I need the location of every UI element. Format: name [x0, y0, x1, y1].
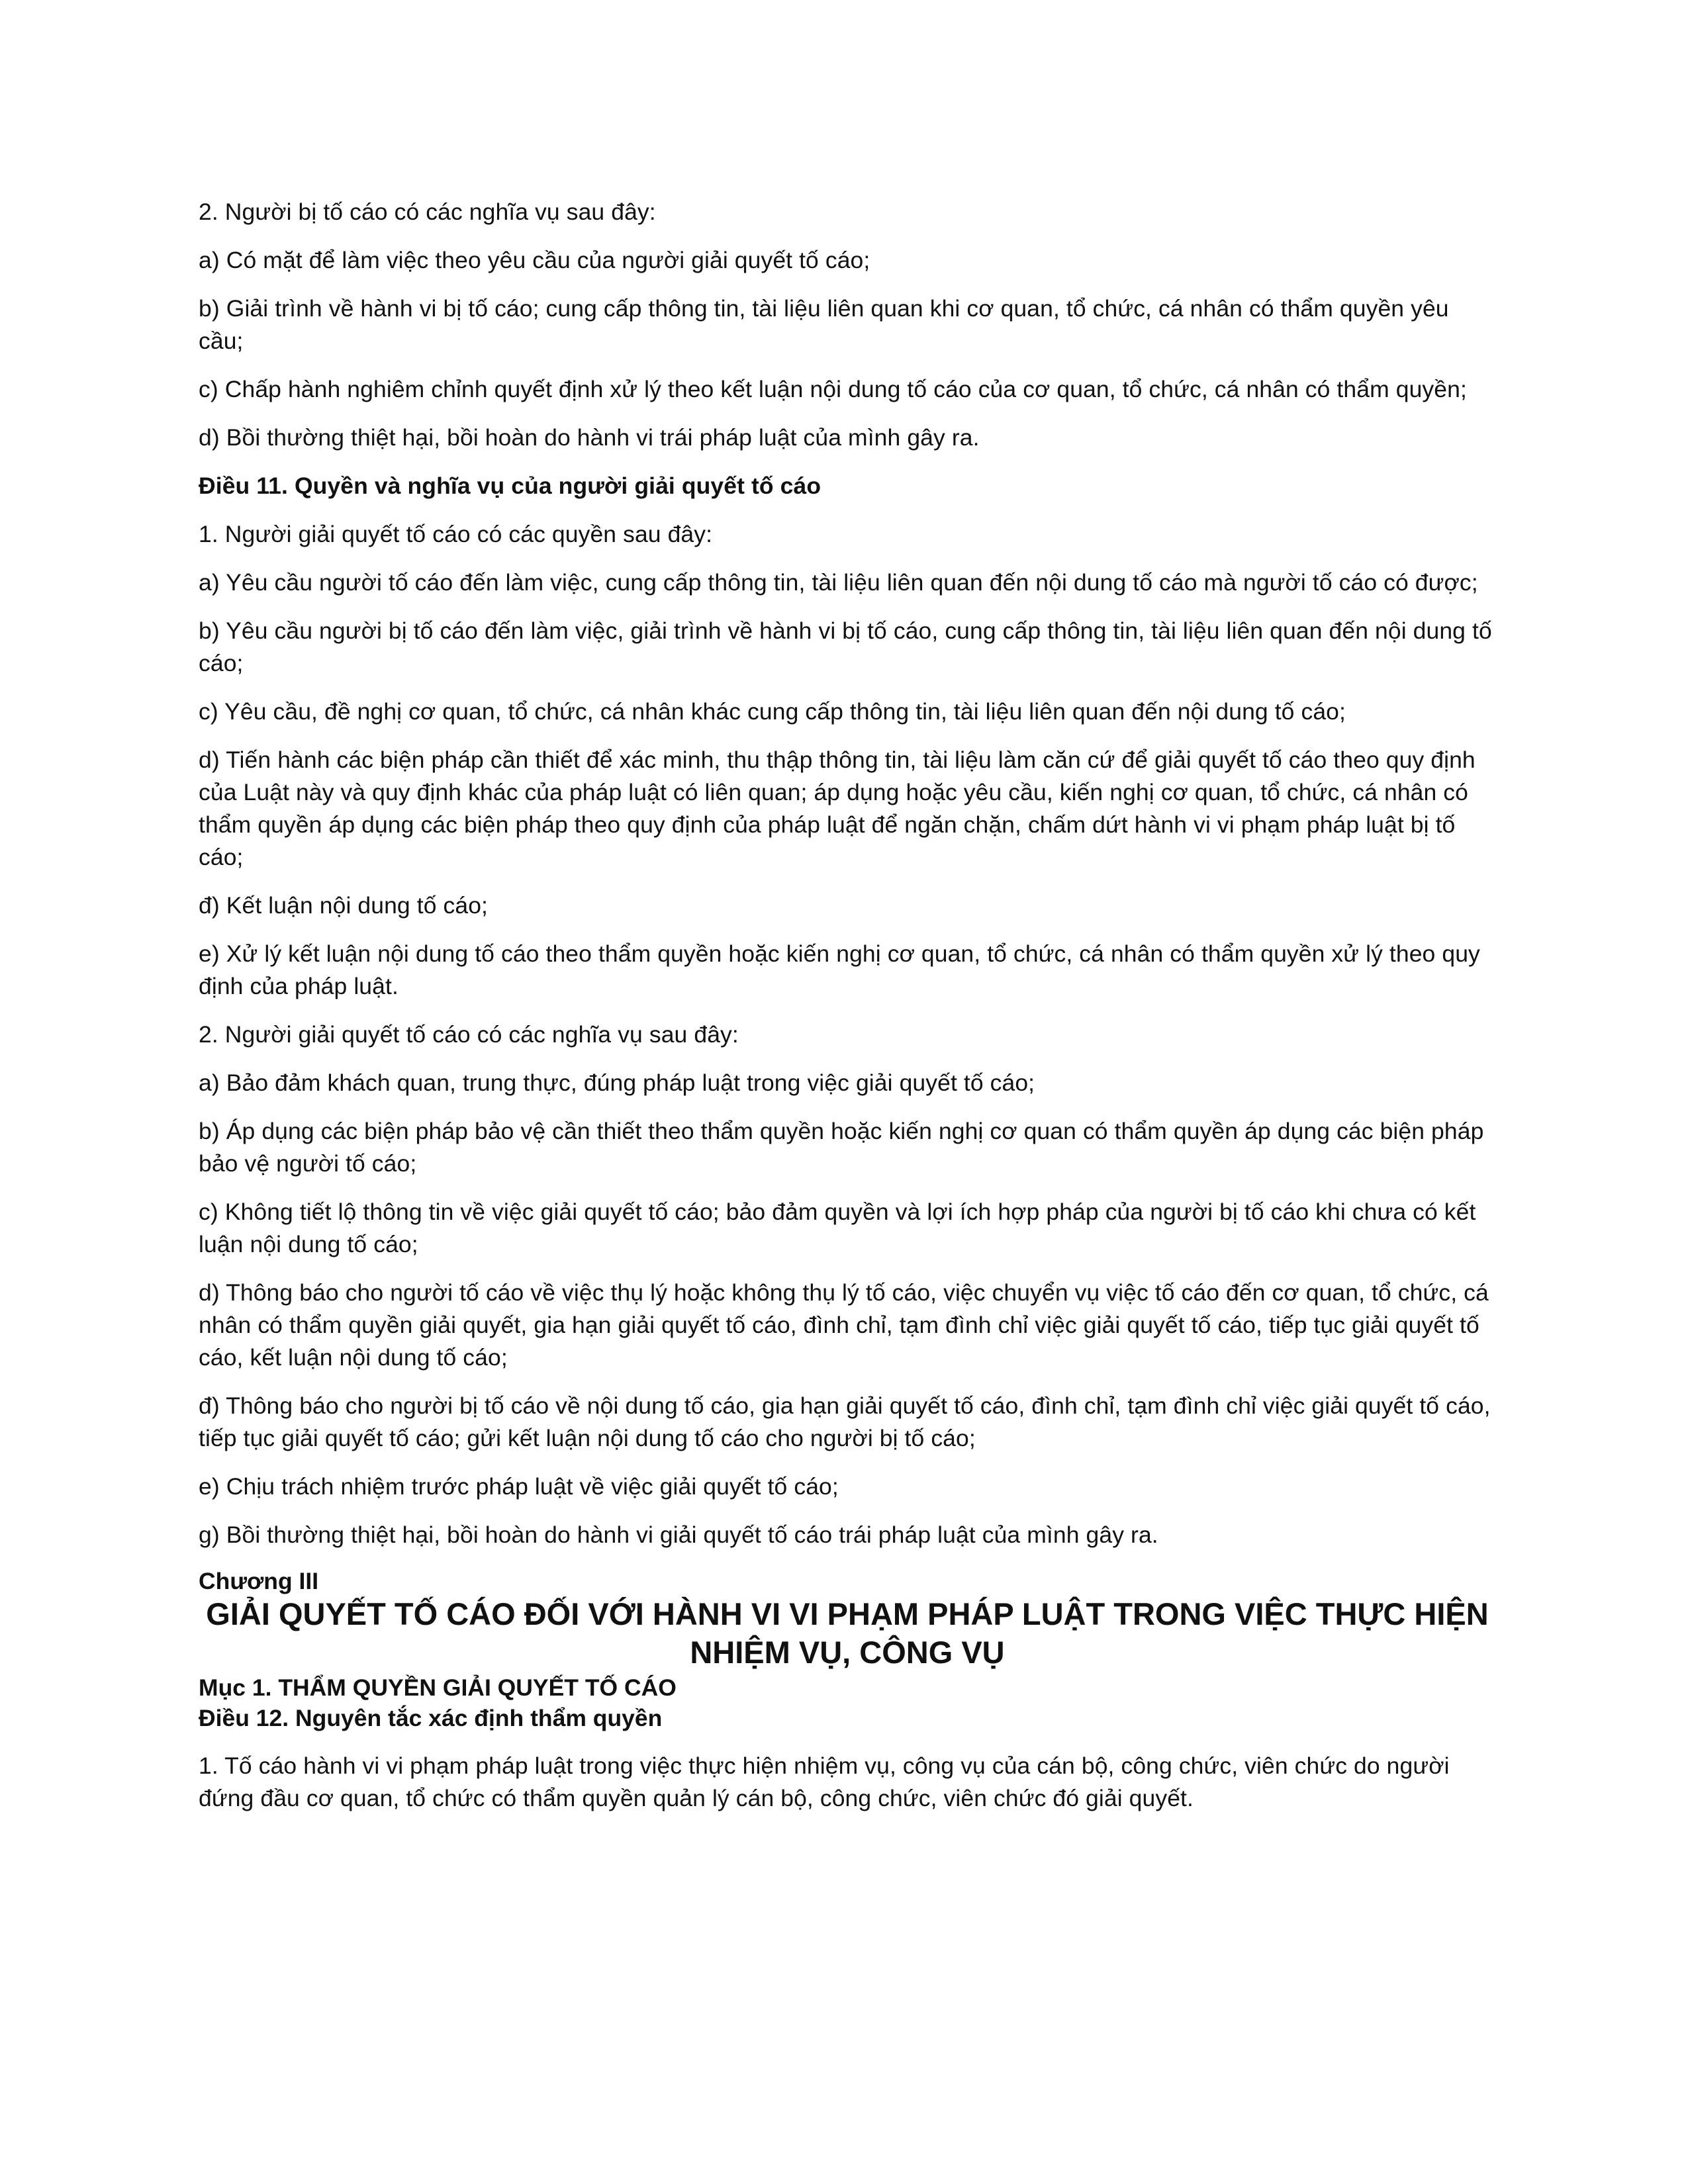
paragraph: b) Giải trình về hành vi bị tố cáo; cung cấp thông tin, tài liệu liên quan khi cơ quan, tổ chức, cá nhân có thẩm quyền yêu cầu;: [199, 295, 1449, 354]
paragraph: 2. Người giải quyết tố cáo có các nghĩa vụ sau đây:: [199, 1021, 739, 1048]
paragraph: c) Không tiết lộ thông tin về việc giải quyết tố cáo; bảo đảm quyền và lợi ích hợp pháp của người bị tố cáo khi chưa có kết luận nội dung tố cáo;: [199, 1199, 1476, 1257]
article-heading: Điều 12. Nguyên tắc xác định thẩm quyền: [199, 1705, 663, 1731]
chapter-label: Chương III: [199, 1568, 319, 1594]
document-page: [199, 196, 1496, 1831]
paragraph: b) Yêu cầu người bị tố cáo đến làm việc, giải trình về hành vi bị tố cáo, cung cấp thông tin, tài liệu liên quan đến nội dung tố cáo;: [199, 617, 1492, 676]
paragraph: đ) Kết luận nội dung tố cáo;: [199, 892, 488, 919]
section-heading: Mục 1. THẨM QUYỀN GIẢI QUYẾT TỐ CÁO: [199, 1674, 677, 1701]
paragraph: 1. Tố cáo hành vi vi phạm pháp luật trong việc thực hiện nhiệm vụ, công vụ của cán bộ, công chức, viên chức do người đứng đầu cơ quan, tổ chức có thẩm quyền quản lý cán bộ, công chức, viên chức đó giải quyết.: [199, 1752, 1450, 1811]
paragraph: g) Bồi thường thiệt hại, bồi hoàn do hành vi giải quyết tố cáo trái pháp luật của mình gây ra.: [199, 1522, 1158, 1548]
paragraph: b) Áp dụng các biện pháp bảo vệ cần thiết theo thẩm quyền hoặc kiến nghị cơ quan có thẩm quyền áp dụng các biện pháp bảo vệ người tố cáo;: [199, 1118, 1484, 1177]
paragraph: d) Thông báo cho người tố cáo về việc thụ lý hoặc không thụ lý tố cáo, việc chuyển vụ việc tố cáo đến cơ quan, tổ chức, cá nhân có thẩm quyền giải quyết, gia hạn giải quyết tố cáo, đình chỉ, tạm đình chỉ việc giải quyết tố cáo, tiếp tục giải quyết tố cáo, kết luận nội dung tố cáo;: [199, 1279, 1489, 1371]
paragraph: e) Xử lý kết luận nội dung tố cáo theo thẩm quyền hoặc kiến nghị cơ quan, tổ chức, cá nhân có thẩm quyền xử lý theo quy định của pháp luật.: [199, 940, 1480, 999]
paragraph: c) Yêu cầu, đề nghị cơ quan, tổ chức, cá nhân khác cung cấp thông tin, tài liệu liên quan đến nội dung tố cáo;: [199, 698, 1346, 725]
paragraph: d) Tiến hành các biện pháp cần thiết để xác minh, thu thập thông tin, tài liệu làm căn cứ để giải quyết tố cáo theo quy định của Luật này và quy định khác của pháp luật có liên quan; áp dụng hoặc yêu cầu, kiến nghị cơ quan, tổ chức, cá nhân có thẩm quyền áp dụng các biện pháp theo quy định của pháp luật để ngăn chặn, chấm dứt hành vi vi phạm pháp luật bị tố cáo;: [199, 747, 1476, 870]
paragraph: a) Bảo đảm khách quan, trung thực, đúng pháp luật trong việc giải quyết tố cáo;: [199, 1069, 1035, 1096]
paragraph: a) Yêu cầu người tố cáo đến làm việc, cung cấp thông tin, tài liệu liên quan đến nội dung tố cáo mà người tố cáo có được;: [199, 569, 1478, 596]
paragraph: a) Có mặt để làm việc theo yêu cầu của người giải quyết tố cáo;: [199, 247, 870, 273]
paragraph: đ) Thông báo cho người bị tố cáo về nội dung tố cáo, gia hạn giải quyết tố cáo, đình chỉ, tạm đình chỉ việc giải quyết tố cáo, tiếp tục giải quyết tố cáo; gửi kết luận nội dung tố cáo cho người bị tố cáo;: [199, 1392, 1491, 1451]
paragraph: d) Bồi thường thiệt hại, bồi hoàn do hành vi trái pháp luật của mình gây ra.: [199, 424, 980, 451]
paragraph: 2. Người bị tố cáo có các nghĩa vụ sau đây:: [199, 199, 656, 225]
article-heading: Điều 11. Quyền và nghĩa vụ của người giải quyết tố cáo: [199, 473, 821, 499]
paragraph: e) Chịu trách nhiệm trước pháp luật về việc giải quyết tố cáo;: [199, 1473, 839, 1500]
paragraph: c) Chấp hành nghiêm chỉnh quyết định xử lý theo kết luận nội dung tố cáo của cơ quan, tổ chức, cá nhân có thẩm quyền;: [199, 376, 1467, 402]
paragraph: 1. Người giải quyết tố cáo có các quyền sau đây:: [199, 521, 713, 547]
chapter-title: GIẢI QUYẾT TỐ CÁO ĐỐI VỚI HÀNH VI VI PHẠM PHÁP LUẬT TRONG VIỆC THỰC HIỆN NHIỆM VỤ, CÔNG VỤ: [206, 1596, 1489, 1670]
